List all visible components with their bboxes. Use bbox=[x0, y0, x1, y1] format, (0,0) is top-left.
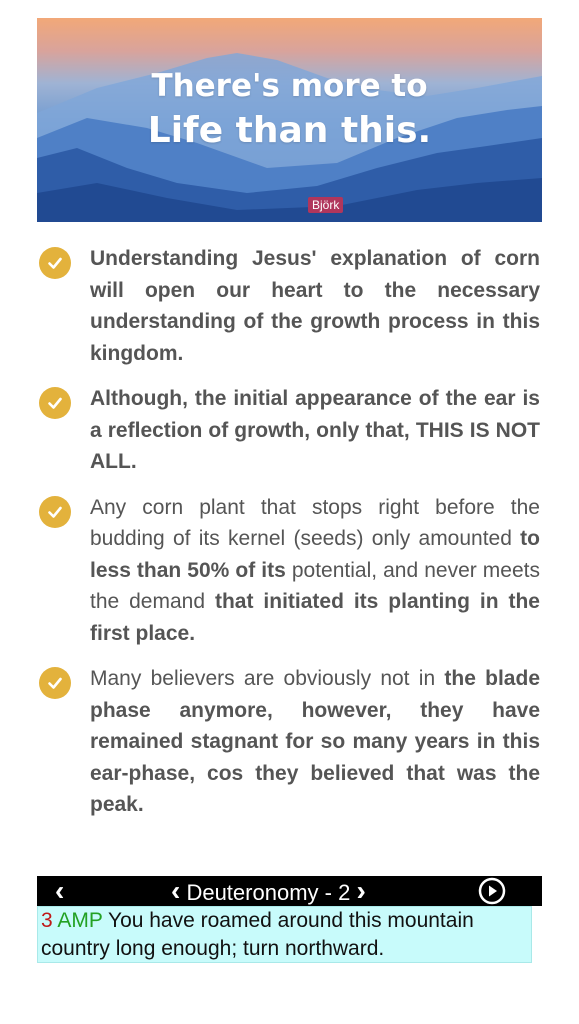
verse-number: 3 bbox=[41, 909, 53, 932]
bullet-text-bold: Understanding Jesus' explanation of corn will open our heart to the necessary understanding of the growth process in this kingdom. bbox=[90, 247, 540, 365]
bible-version[interactable]: AMP bbox=[57, 909, 103, 932]
bullet-list bbox=[38, 243, 540, 835]
bullet-text-regular: Any corn plant that stops right before the budding of its kernel (seeds) only amounted bbox=[90, 495, 540, 550]
bullet-text-bold: Although, the initial appearance of the ear is a reflection of growth, only that, THIS IS NOT ALL. bbox=[90, 387, 540, 473]
verse-text: You have roamed around this mountain country long enough; turn northward. bbox=[41, 909, 474, 960]
bullet-text-regular: Many believers are obviously not in bbox=[90, 667, 445, 690]
hero-quote-line-1: There's more to bbox=[151, 68, 428, 104]
bullet-text-regular: potential, and never meets the demand bbox=[90, 558, 540, 613]
bullet-text bbox=[90, 383, 540, 478]
bullet-text-bold: to less than 50% of its bbox=[90, 527, 540, 582]
bullet-item bbox=[38, 492, 540, 650]
checkmark-icon bbox=[39, 667, 71, 699]
bullet-text-bold: the blade phase anymore, however, they have remained stagnant for so many years in this ear-phase, cos they believed that was the peak. bbox=[90, 667, 540, 816]
bible-navigation-bar bbox=[37, 876, 542, 906]
bullet-text bbox=[90, 492, 540, 650]
checkmark-icon bbox=[39, 496, 71, 528]
bullet-text-bold: that initiated its planting in the first place. bbox=[90, 590, 540, 645]
next-chapter-chevron-icon[interactable]: › bbox=[356, 875, 366, 906]
hero-quote-line-2: Life than this. bbox=[147, 110, 432, 151]
verse-panel bbox=[37, 906, 532, 963]
bullet-text bbox=[90, 663, 540, 821]
bullet-item bbox=[38, 243, 540, 369]
book-chapter-selector[interactable] bbox=[171, 876, 366, 908]
previous-chapter-chevron-icon[interactable]: ‹ bbox=[171, 875, 181, 906]
quote-author-badge: Björk bbox=[308, 197, 343, 213]
checkmark-icon bbox=[39, 247, 71, 279]
back-chevron-icon[interactable]: ‹ bbox=[55, 875, 65, 906]
bullet-item bbox=[38, 663, 540, 821]
book-chapter-label: Deuteronomy - 2 bbox=[186, 880, 351, 905]
bullet-item bbox=[38, 383, 540, 478]
hero-image bbox=[37, 18, 542, 222]
checkmark-icon bbox=[39, 387, 71, 419]
bullet-text bbox=[90, 243, 540, 369]
